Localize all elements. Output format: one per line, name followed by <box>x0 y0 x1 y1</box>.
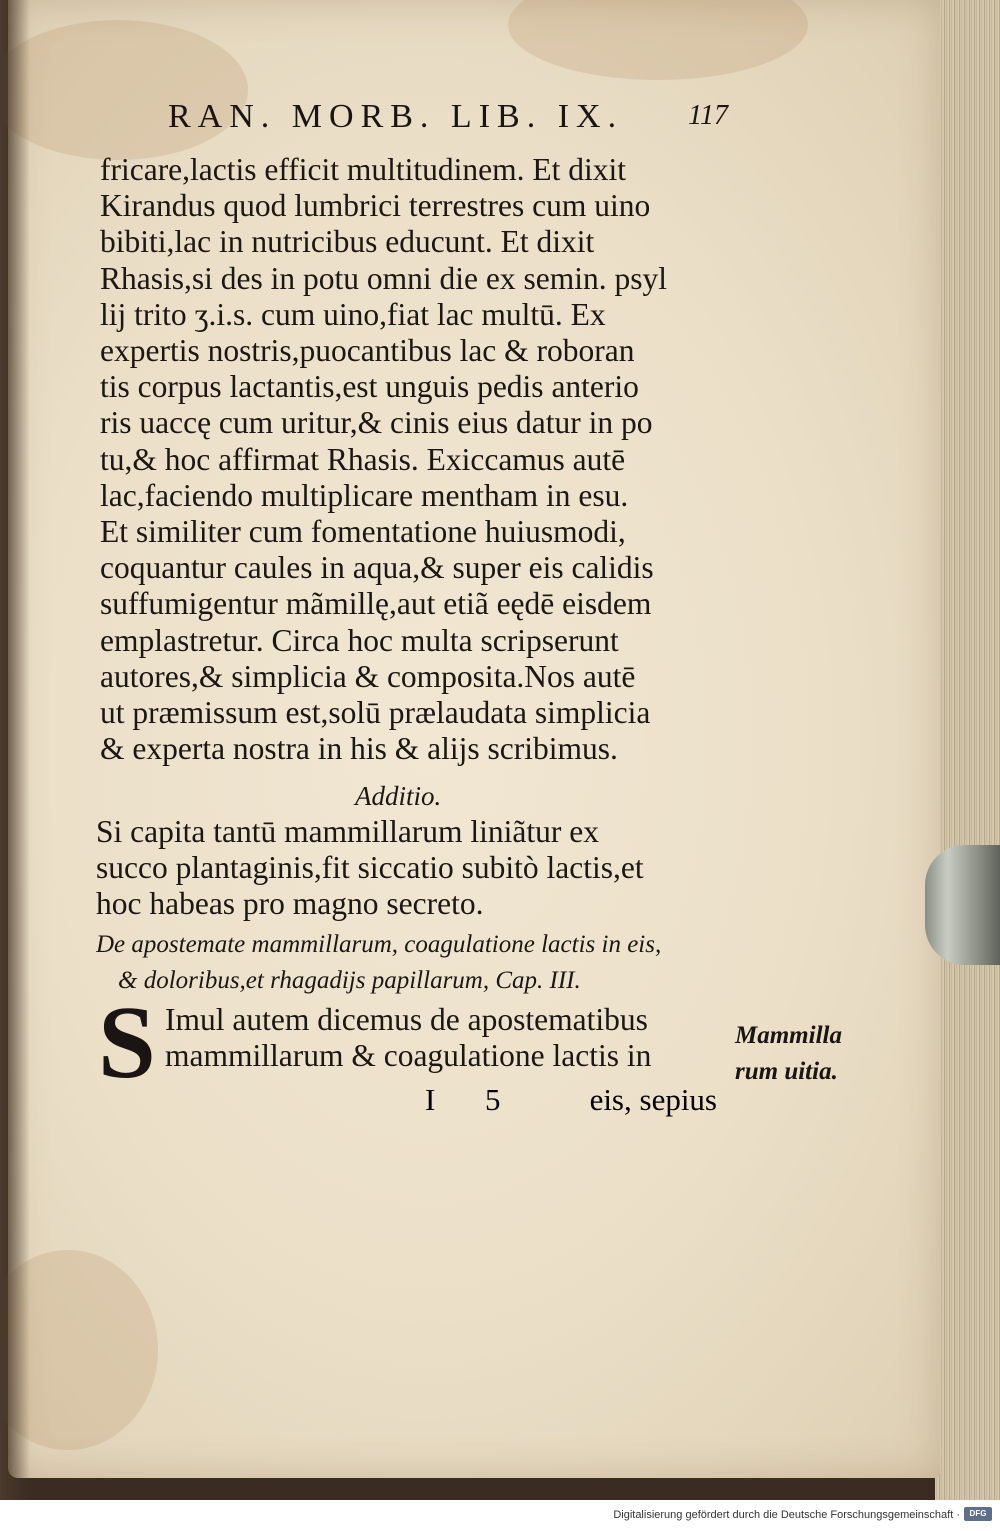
chapter-heading-line: & doloribus,et rhagadijs papillarum, Cap. III. <box>118 967 581 994</box>
text-line: tis corpus lactantis,est unguis pedis anterio <box>100 369 639 405</box>
text-line: autores,& simplicia & composita.Nos autē <box>100 658 636 694</box>
catchword: eis, sepius <box>589 1082 717 1117</box>
margin-note-line: rum uitia. <box>735 1058 838 1085</box>
margin-note-line: Mammilla <box>735 1022 842 1049</box>
drop-cap: S <box>98 985 156 1100</box>
spine-shadow <box>0 0 30 1500</box>
dfg-logo: DFG <box>964 1507 992 1521</box>
text-line: Imul autem dicemus de apostematibus <box>165 1002 648 1037</box>
chapter-heading-line: De apostemate mammillarum, coagulatione lactis in eis, <box>96 931 662 958</box>
funding-credit: Digitalisierung gefördert durch die Deutsche Forschungsgemeinschaft · <box>613 1509 960 1521</box>
foxing-stain <box>0 20 248 160</box>
running-title: RAN. MORB. LIB. IX. <box>168 98 624 135</box>
text-line: hoc habeas pro magno secreto. <box>96 886 484 922</box>
running-header <box>168 98 728 138</box>
text-line: ut præmissum est,solū prælaudata simplicia <box>100 695 651 731</box>
metal-clasp <box>925 845 1000 965</box>
text-line: bibiti,lac in nutricibus educunt. Et dixit <box>100 224 595 260</box>
signature-line <box>425 1082 725 1122</box>
text-line: ris uaccę cum uritur,& cinis eius datur in po <box>100 405 653 441</box>
signature-mark: I <box>425 1082 436 1117</box>
addition-title: Additio. <box>355 781 442 811</box>
text-line: succo plantaginis,fit siccatio subitò lactis,et <box>96 850 644 886</box>
text-line: mammillarum & coagulatione lactis in <box>165 1038 652 1074</box>
text-line: lij trito ʒ.i.s. cum uino,fiat lac multū. Ex <box>100 296 606 332</box>
text-line: fricare,lactis efficit multitudinem. Et dixit <box>100 152 627 187</box>
text-line: & experta nostra in his & alijs scribimus. <box>100 731 618 767</box>
text-line: expertis nostris,puocantibus lac & roboran <box>100 333 635 369</box>
text-line: suffumigentur mãmillę,aut etiã eędē eisdem <box>100 586 652 622</box>
addition-text <box>96 814 726 923</box>
margin-note <box>735 1018 842 1090</box>
text-line: coquantur caules in aqua,& super eis calidis <box>100 550 654 586</box>
main-text <box>100 152 730 767</box>
text-line: Et similiter cum fomentatione huiusmodi, <box>100 514 626 550</box>
signature-mark: 5 <box>485 1082 501 1117</box>
text-line: Rhasis,si des in potu omni die ex semin. psyl <box>100 260 667 296</box>
chapter-heading <box>96 927 726 999</box>
text-line: Kirandus quod lumbrici terrestres cum uino <box>100 188 651 224</box>
text-line: emplastretur. Circa hoc multa scripserunt <box>100 622 619 658</box>
text-line: tu,& hoc affirmat Rhasis. Exiccamus autē <box>100 441 626 477</box>
foxing-stain <box>508 0 808 80</box>
page-edges <box>935 0 1000 1500</box>
text-line: lac,faciendo multiplicare mentham in esu. <box>100 477 629 513</box>
chapter-text <box>165 1002 725 1074</box>
text-line: Si capita tantū mammillarum liniãtur ex <box>96 814 600 849</box>
folio-number: 117 <box>688 100 728 131</box>
